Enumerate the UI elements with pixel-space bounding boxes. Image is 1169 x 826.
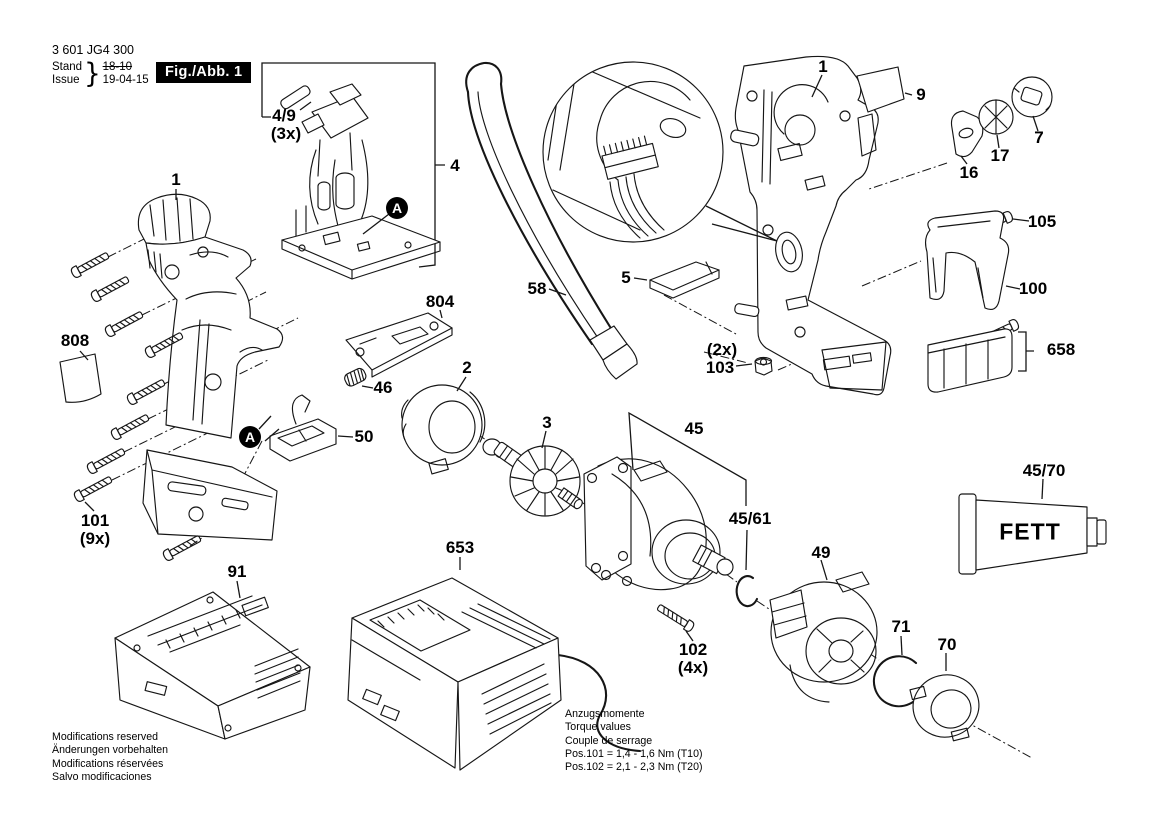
slide-button-50: [270, 395, 336, 461]
switch-module-assembly: [262, 63, 445, 279]
part-label-101: 101: [80, 511, 110, 530]
part-label-9: 9: [916, 85, 926, 104]
battery-pack-91: [115, 592, 310, 739]
part-label-101-qty: (9x): [79, 529, 111, 548]
clip-5: [650, 262, 719, 298]
left-housing-shell: [138, 194, 282, 540]
part-label-16: 16: [959, 163, 979, 182]
part-label-58: 58: [527, 279, 547, 298]
part-label-4-9: 4/9: [272, 106, 296, 125]
note-line: Couple de serrage: [565, 734, 653, 747]
screw-102: [656, 602, 696, 633]
part-label-808: 808: [60, 331, 90, 350]
part-label-3: 3: [542, 413, 552, 432]
part-label-46: 46: [373, 378, 393, 397]
modifications-note: [52, 731, 168, 784]
note-line: Pos.101 = 1,4 - 1,6 Nm (T10): [565, 748, 703, 761]
bit-holder-658: [928, 318, 1034, 392]
part-label-91: 91: [227, 562, 247, 581]
part-label-105: 105: [1027, 212, 1057, 231]
part-label-102-qty: (4x): [677, 658, 709, 677]
part-label-45-70: 45/70: [1022, 461, 1066, 480]
cover-plate-16: [951, 111, 982, 157]
model-number: 3 601 JG4 300: [52, 43, 135, 57]
part-label-100: 100: [1018, 279, 1048, 298]
stator-2: [402, 385, 507, 474]
part-label-5: 5: [621, 268, 631, 287]
note-line: Anzugsmomente: [565, 708, 645, 720]
part-label-49: 49: [811, 543, 831, 562]
figure-label: Fig./Abb. 1: [156, 62, 251, 83]
title-block: [52, 43, 149, 90]
support-plate-804: [346, 313, 452, 377]
button-17: [979, 100, 1013, 134]
part-label-804: 804: [425, 292, 455, 311]
issue-date: 19-04-15: [102, 73, 149, 86]
detail-marker-a-module: A: [386, 197, 408, 219]
snap-ring-45-61: [737, 576, 757, 606]
part-label-658: 658: [1046, 340, 1076, 359]
issue-label: Issue: [52, 73, 80, 86]
part-label-50: 50: [354, 427, 374, 446]
part-label-45-61: 45/61: [728, 509, 772, 528]
sticker-808: [60, 354, 101, 402]
note-line: Modifications réservées: [52, 757, 164, 770]
part-label-103: 103: [705, 358, 735, 377]
part-label-4: 4: [450, 156, 460, 175]
part-label-71: 71: [891, 617, 911, 636]
belt-clip-100: [926, 211, 1009, 309]
note-line: Modifications reserved: [52, 731, 158, 743]
part-label-1-right: 1: [818, 57, 828, 76]
brace-glyph: }: [84, 58, 101, 90]
nut-103: [755, 358, 772, 376]
part-label-103-qty: (2x): [706, 340, 738, 359]
part-label-102: 102: [678, 640, 708, 659]
spring-46: [343, 367, 368, 388]
hammer-case-49: [770, 572, 877, 702]
part-label-2: 2: [462, 358, 472, 377]
note-line: Änderungen vorbehalten: [52, 744, 169, 757]
part-label-45: 45: [684, 419, 704, 438]
part-label-1-left: 1: [171, 170, 181, 189]
grease-tube-text: FETT: [999, 518, 1061, 545]
armature-3: [493, 441, 584, 516]
note-line: Salvo modificaciones: [52, 771, 152, 784]
part-label-70: 70: [937, 635, 957, 654]
stand-date: 18-10: [102, 60, 133, 73]
ring-7: [1012, 77, 1052, 117]
note-line: Pos.102 = 2,1 - 2,3 Nm (T20): [565, 761, 703, 774]
stand-label: Stand: [52, 60, 83, 73]
torque-values-note: [565, 708, 703, 775]
note-line: Torque values: [565, 721, 631, 734]
part-label-653: 653: [445, 538, 475, 557]
part-label-17: 17: [990, 146, 1010, 165]
gearbox-45: [584, 457, 733, 590]
part-label-4-9-qty: (3x): [270, 124, 302, 143]
part-label-7: 7: [1034, 128, 1044, 147]
collar-ring-70: [906, 668, 985, 744]
detail-marker-a-slide: A: [239, 426, 261, 448]
